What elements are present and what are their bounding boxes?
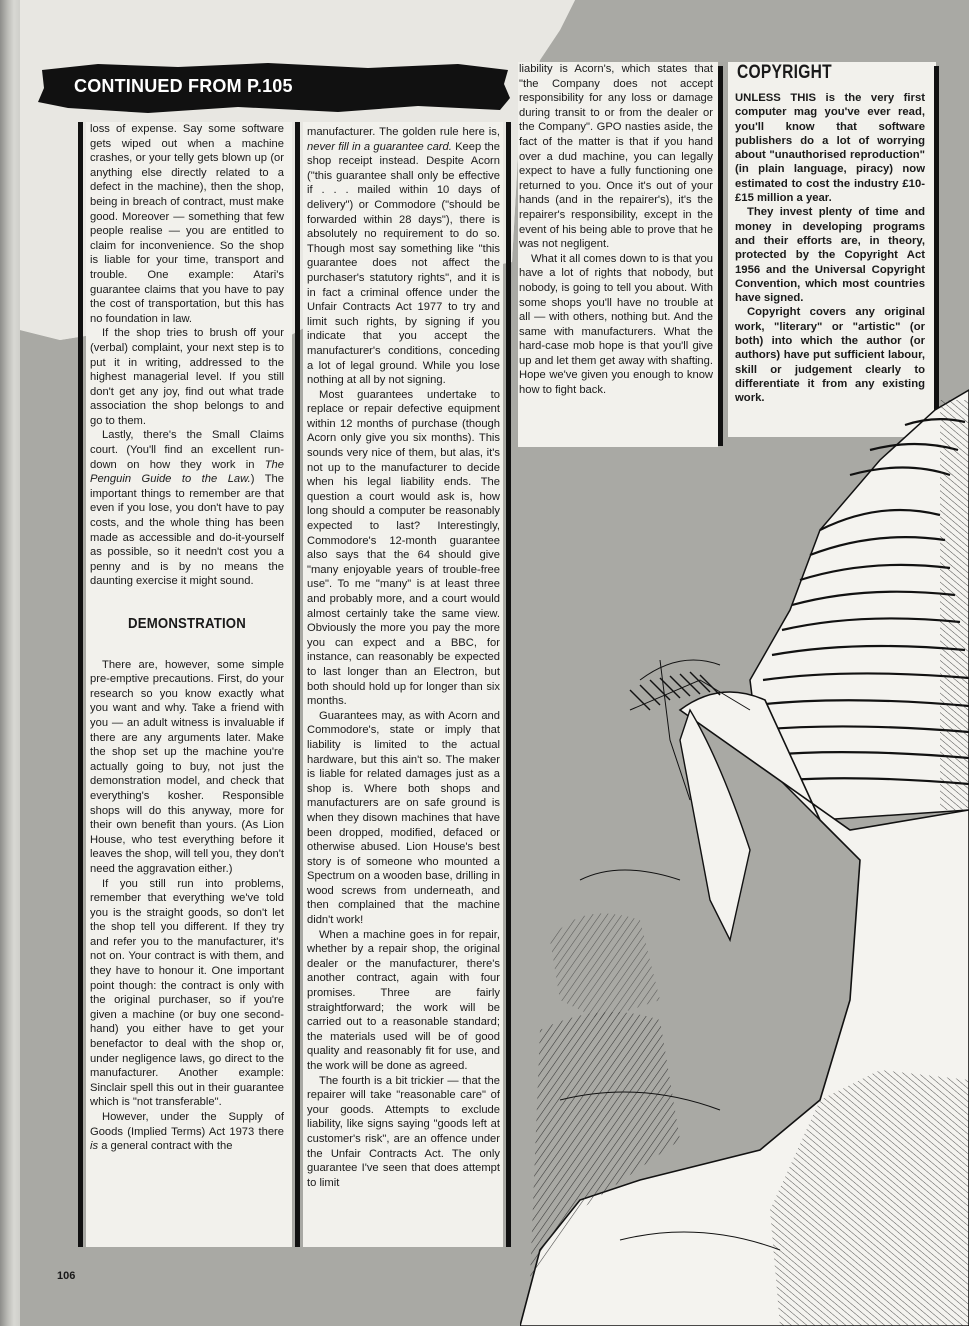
paragraph: Lastly, there's the Small Claims court. (You'll find an excellent run-down on how they work in The Penguin Guide to the Law.) The important things to remember are that even if you lose, you don't have to pay costs, and the whole thing has been made as accessible and do-it-yourself as possible, so it needn't cost you a penny and is by no means the daunting exercise it might sound.	[90, 429, 284, 588]
paragraph: loss of expense. Say some software gets wiped out when a machine crashes, or your telly gets blown up (or anything else directly related to a defect in the machine), then the shop, being in breach of contract, must make good. Moreover — something that few people realise — you are entitled to claim for inconvenience. So the shop is liable for your time, transport and trouble. One example: Atari's guarantee claims that you have to pay the cost of transportation, but this has no foundation in law.	[90, 123, 284, 325]
paragraph: Most guarantees undertake to replace or repair defective equipment within 12 months of purchase (though Acorn only give you six months). This sounds very nice of them, but alas, it's not up to the manufacturer to decide when his legal liability ends. The question a court would ask is, how long should a computer be reasonably expected to last? Interestingly, Commodore's 12-month guarantee also says that the 64 should give "many enjoyable years of trouble-free use". To me "many" is at least three and probably more, and a court would almost certainly take the same view. Obviously the more you pay the more you can expect and a BBC, for instance, can reasonably be expected to last longer than an Electron, but both should hold up for longer than six months.	[307, 388, 500, 708]
paragraph: If you still run into problems, remember that everything we've told you is the straight goods, so don't let the shop tell you different. If they try and refer you to the manufacturer, it's not on. Your contract is with them, and they have to honour it. One important point though: the contract is only with the original purchaser, so if you're given a machine (or buy one second-hand) you either have to get your benefactor to deal with the shop or, under negligence laws, go direct to the manufacturer. Another example: Sinclair spell this out in their guarantee which is "not transferable".	[90, 877, 284, 1109]
judge-illustration	[520, 380, 969, 1326]
paragraph: Copyright covers any original work, "literary" or "artistic" (or both) into which the author (or authors) have put sufficient labour, skill or judgement clearly to differentiate it from any existing work.	[735, 306, 925, 405]
paragraph: What it all comes down to is that you have a lot of rights that nobody, but nobody, is going to tell you about. With some shops you'll have no trouble at all — with others, nothing but. And the same with manufacturers. What the hard-case mob hope is that you'll give up and let them get away with shafting. Hope we've given you enough to know how to fight back.	[519, 252, 713, 397]
article-column-1	[90, 122, 284, 1154]
section-heading: DEMONSTRATION	[128, 615, 246, 632]
paragraph: The fourth is a bit trickier — that the repairer will take "reasonable care" of your goods. Attempts to exclude liability, like signs saying "goods left at customer's risk", are an offence under the Unfair Contracts Act. The only guarantee I've seen that does attempt to limit	[307, 1074, 500, 1189]
paragraph: UNLESS THIS is the very first computer mag you've ever read, you'll know that software publishers do a lot of worrying about "unauthorised reproduction" (in plain language, piracy) now estimated to cost the industry £10-£15 million a year.	[735, 92, 925, 205]
page-number: 106	[57, 1270, 76, 1282]
paragraph: liability is Acorn's, which states that "the Company does not accept responsibility for any loss or damage during transit to or from the dealer or the Company". GPO nasties aside, the fact of the matter is that if you hand over a dud machine, you can legally expect to have a fully functioning one returned to you. Once it's out of your hands (and in the repairer's), it's the repairer's responsibility, except in the event of his being able to prove that he was not negligent.	[519, 63, 713, 251]
column-rule	[78, 122, 83, 1247]
paragraph: However, under the Supply of Goods (Implied Terms) Act 1973 there is a general contract with the	[90, 1111, 284, 1153]
paragraph: If the shop tries to brush off your (verbal) complaint, your next step is to put it in writing, addressed to the highest managerial level. If you still don't get any joy, find out what trade association the shop belongs to and go to them.	[90, 327, 284, 427]
paragraph: Guarantees may, as with Acorn and Commodore's, state or imply that liability is limited to the actual hardware, but this ain't so. The maker is liable for related damages just as a shop is. Where both shops and manufacturers are on safe ground is when they disown machines that have been dropped, modified, defaced or otherwise abused. Lion House's best story is of someone who mounted a Spectrum on a wooden base, drilling in wood screws from underneath, and then complained that the machine didn't work!	[307, 709, 500, 927]
article-column-2	[307, 125, 500, 1190]
article-column-3	[519, 62, 713, 398]
paragraph: When a machine goes in for repair, whether by a repair shop, the original dealer or the manufacturer, there's another contract, again with four promises. Three are fairly straightforward; the work will be carried out to a reasonable standard; the materials used will be of good quality and reasonably fit for use, and the work will be done as agreed.	[307, 928, 500, 1072]
binding-shadow	[0, 0, 20, 1326]
sidebar-title: COPYRIGHT	[737, 62, 832, 83]
column-rule	[295, 122, 300, 1247]
column-rule	[506, 122, 511, 1247]
paragraph: There are, however, some simple pre-emptive precautions. First, do your research so you know exactly what you want and why. Take a friend with you — an adult witness is invaluable if there are any arguments later. Make the shop set up the machine you're actually going to buy, not just the demonstration model, and check that everything's kosher. Responsible shops will do this anyway, more for their own benefit than yours. (As Lion House, who test everything before it leaves the shop, will tell you, they don't need the aggravation either.)	[90, 658, 284, 875]
banner-text: CONTINUED FROM P.105	[74, 76, 293, 96]
paragraph: They invest plenty of time and money in developing programs and their efforts are, in theory, protected by the Copyright Act 1956 and the Universal Copyright Convention, which most countries have signed.	[735, 206, 925, 305]
paragraph: manufacturer. The golden rule here is, never fill in a guarantee card. Keep the shop receipt instead. Despite Acorn ("this guarantee shall only be effective if . . . mailed within 10 days of delivery") or Commodore ("should be forwarded within 28 days"), there is absolutely no requirement to do so. Though most say something like "this guarantee does not affect the purchaser's statutory rights", and it is in fact a criminal offence under the Unfair Contracts Act 1977 to try and limit such rights, by signing if you indicate that you accept the manufacturer's conditions, conceding a lot of legal ground. While you lose nothing at all by not signing.	[307, 126, 501, 387]
copyright-sidebar	[735, 91, 925, 406]
